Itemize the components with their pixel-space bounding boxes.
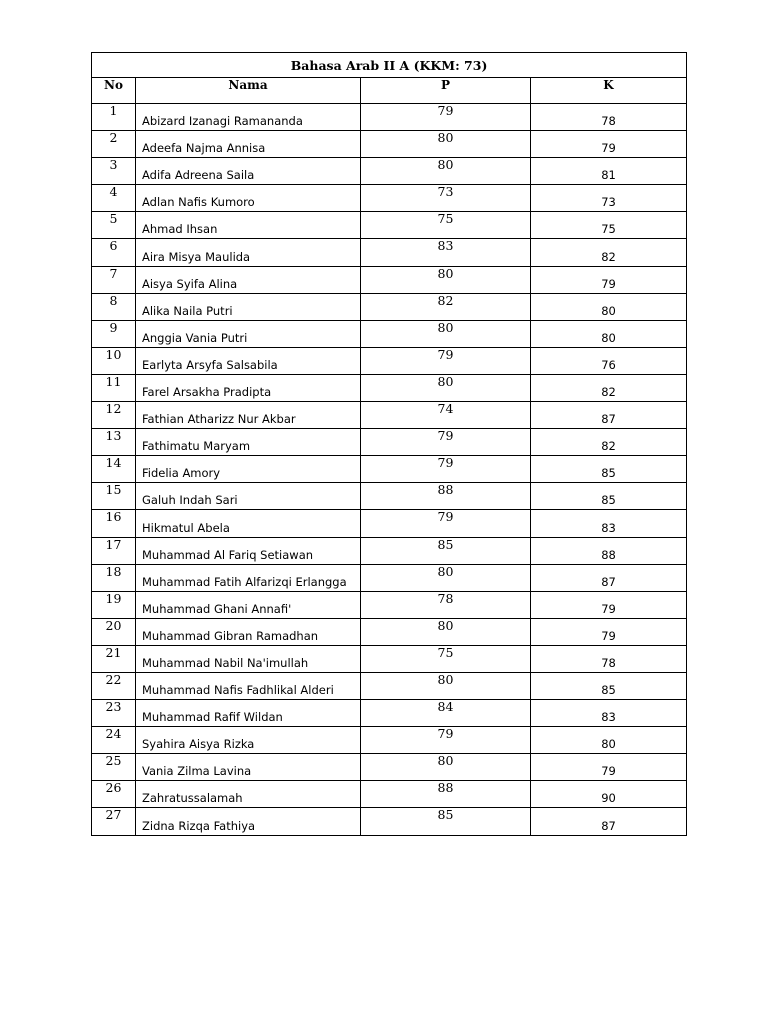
- cell-p: 88: [361, 483, 531, 510]
- cell-k: 73: [531, 185, 687, 212]
- table-row: [92, 591, 687, 618]
- cell-p: 79: [361, 347, 531, 374]
- cell-p: 85: [361, 537, 531, 564]
- cell-p: 80: [361, 754, 531, 781]
- cell-nama: Muhammad Gibran Ramadhan: [136, 618, 361, 645]
- cell-no: 3: [92, 158, 136, 185]
- cell-k: 78: [531, 104, 687, 131]
- cell-nama: Fidelia Amory: [136, 456, 361, 483]
- cell-k: 79: [531, 591, 687, 618]
- cell-k: 75: [531, 212, 687, 239]
- cell-k: 80: [531, 293, 687, 320]
- cell-nama: Muhammad Fatih Alfarizqi Erlangga: [136, 564, 361, 591]
- cell-no: 2: [92, 131, 136, 158]
- cell-p: 75: [361, 212, 531, 239]
- table-title: Bahasa Arab II A (KKM: 73): [92, 53, 687, 78]
- cell-nama: Muhammad Nabil Na'imullah: [136, 645, 361, 672]
- cell-no: 11: [92, 374, 136, 401]
- cell-nama: Adifa Adreena Saila: [136, 158, 361, 185]
- cell-no: 20: [92, 618, 136, 645]
- table-body: [92, 104, 687, 836]
- table-row: [92, 618, 687, 645]
- cell-nama: Aisya Syifa Alina: [136, 266, 361, 293]
- cell-nama: Earlyta Arsyfa Salsabila: [136, 347, 361, 374]
- header-p: P: [361, 78, 531, 104]
- cell-no: 6: [92, 239, 136, 266]
- table-row: [92, 374, 687, 401]
- cell-nama: Abizard Izanagi Ramananda: [136, 104, 361, 131]
- table-row: [92, 727, 687, 754]
- cell-k: 82: [531, 429, 687, 456]
- table-row: [92, 808, 687, 835]
- cell-p: 84: [361, 700, 531, 727]
- cell-no: 15: [92, 483, 136, 510]
- cell-no: 17: [92, 537, 136, 564]
- cell-nama: Alika Naila Putri: [136, 293, 361, 320]
- header-nama: Nama: [136, 78, 361, 104]
- cell-no: 1: [92, 104, 136, 131]
- cell-p: 79: [361, 429, 531, 456]
- cell-no: 21: [92, 645, 136, 672]
- cell-p: 80: [361, 618, 531, 645]
- cell-nama: Muhammad Rafif Wildan: [136, 700, 361, 727]
- cell-no: 10: [92, 347, 136, 374]
- cell-no: 12: [92, 402, 136, 429]
- cell-no: 18: [92, 564, 136, 591]
- cell-nama: Adeefa Najma Annisa: [136, 131, 361, 158]
- cell-k: 79: [531, 266, 687, 293]
- table-row: [92, 456, 687, 483]
- grade-sheet: [91, 52, 686, 836]
- cell-no: 7: [92, 266, 136, 293]
- cell-p: 80: [361, 131, 531, 158]
- table-row: [92, 131, 687, 158]
- table-row: [92, 212, 687, 239]
- cell-k: 76: [531, 347, 687, 374]
- table-row: [92, 104, 687, 131]
- cell-nama: Farel Arsakha Pradipta: [136, 374, 361, 401]
- cell-p: 85: [361, 808, 531, 835]
- cell-nama: Fathian Atharizz Nur Akbar: [136, 402, 361, 429]
- cell-k: 85: [531, 672, 687, 699]
- cell-nama: Zidna Rizqa Fathiya: [136, 808, 361, 835]
- cell-nama: Muhammad Nafis Fadhlikal Alderi: [136, 672, 361, 699]
- cell-no: 9: [92, 320, 136, 347]
- cell-k: 87: [531, 564, 687, 591]
- table-row: [92, 645, 687, 672]
- cell-k: 79: [531, 131, 687, 158]
- table-row: [92, 320, 687, 347]
- cell-p: 79: [361, 456, 531, 483]
- cell-k: 80: [531, 727, 687, 754]
- cell-p: 80: [361, 564, 531, 591]
- cell-no: 16: [92, 510, 136, 537]
- cell-no: 8: [92, 293, 136, 320]
- cell-p: 78: [361, 591, 531, 618]
- cell-no: 25: [92, 754, 136, 781]
- cell-k: 78: [531, 645, 687, 672]
- table-row: [92, 429, 687, 456]
- cell-nama: Muhammad Ghani Annafi': [136, 591, 361, 618]
- table-row: [92, 293, 687, 320]
- cell-k: 82: [531, 374, 687, 401]
- table-row: [92, 564, 687, 591]
- cell-p: 74: [361, 402, 531, 429]
- cell-nama: Fathimatu Maryam: [136, 429, 361, 456]
- cell-k: 90: [531, 781, 687, 808]
- cell-no: 5: [92, 212, 136, 239]
- cell-p: 75: [361, 645, 531, 672]
- cell-nama: Anggia Vania Putri: [136, 320, 361, 347]
- cell-no: 4: [92, 185, 136, 212]
- table-row: [92, 754, 687, 781]
- cell-no: 22: [92, 672, 136, 699]
- cell-nama: Aira Misya Maulida: [136, 239, 361, 266]
- cell-nama: Syahira Aisya Rizka: [136, 727, 361, 754]
- table-row: [92, 537, 687, 564]
- table-row: [92, 347, 687, 374]
- table-row: [92, 483, 687, 510]
- table-row: [92, 672, 687, 699]
- cell-no: 27: [92, 808, 136, 835]
- cell-k: 79: [531, 754, 687, 781]
- grades-table: [91, 52, 687, 836]
- cell-p: 80: [361, 672, 531, 699]
- table-row: [92, 700, 687, 727]
- cell-nama: Adlan Nafis Kumoro: [136, 185, 361, 212]
- cell-p: 82: [361, 293, 531, 320]
- cell-nama: Vania Zilma Lavina: [136, 754, 361, 781]
- table-row: [92, 185, 687, 212]
- table-row: [92, 510, 687, 537]
- cell-k: 80: [531, 320, 687, 347]
- cell-nama: Galuh Indah Sari: [136, 483, 361, 510]
- table-row: [92, 402, 687, 429]
- cell-k: 83: [531, 700, 687, 727]
- cell-nama: Hikmatul Abela: [136, 510, 361, 537]
- cell-k: 87: [531, 402, 687, 429]
- cell-k: 85: [531, 456, 687, 483]
- cell-p: 80: [361, 320, 531, 347]
- cell-no: 13: [92, 429, 136, 456]
- cell-no: 23: [92, 700, 136, 727]
- cell-no: 14: [92, 456, 136, 483]
- cell-p: 80: [361, 158, 531, 185]
- header-no: No: [92, 78, 136, 104]
- table-row: [92, 266, 687, 293]
- cell-p: 79: [361, 727, 531, 754]
- cell-no: 19: [92, 591, 136, 618]
- cell-k: 85: [531, 483, 687, 510]
- cell-k: 87: [531, 808, 687, 835]
- cell-p: 80: [361, 266, 531, 293]
- cell-p: 73: [361, 185, 531, 212]
- table-row: [92, 781, 687, 808]
- cell-nama: Ahmad Ihsan: [136, 212, 361, 239]
- table-title-row: [92, 53, 687, 78]
- cell-p: 79: [361, 510, 531, 537]
- table-header-row: [92, 78, 687, 104]
- cell-nama: Zahratussalamah: [136, 781, 361, 808]
- cell-k: 82: [531, 239, 687, 266]
- cell-k: 88: [531, 537, 687, 564]
- cell-p: 83: [361, 239, 531, 266]
- table-row: [92, 158, 687, 185]
- cell-k: 81: [531, 158, 687, 185]
- header-k: K: [531, 78, 687, 104]
- cell-p: 88: [361, 781, 531, 808]
- table-row: [92, 239, 687, 266]
- cell-nama: Muhammad Al Fariq Setiawan: [136, 537, 361, 564]
- cell-k: 83: [531, 510, 687, 537]
- cell-p: 80: [361, 374, 531, 401]
- cell-p: 79: [361, 104, 531, 131]
- cell-no: 26: [92, 781, 136, 808]
- cell-no: 24: [92, 727, 136, 754]
- cell-k: 79: [531, 618, 687, 645]
